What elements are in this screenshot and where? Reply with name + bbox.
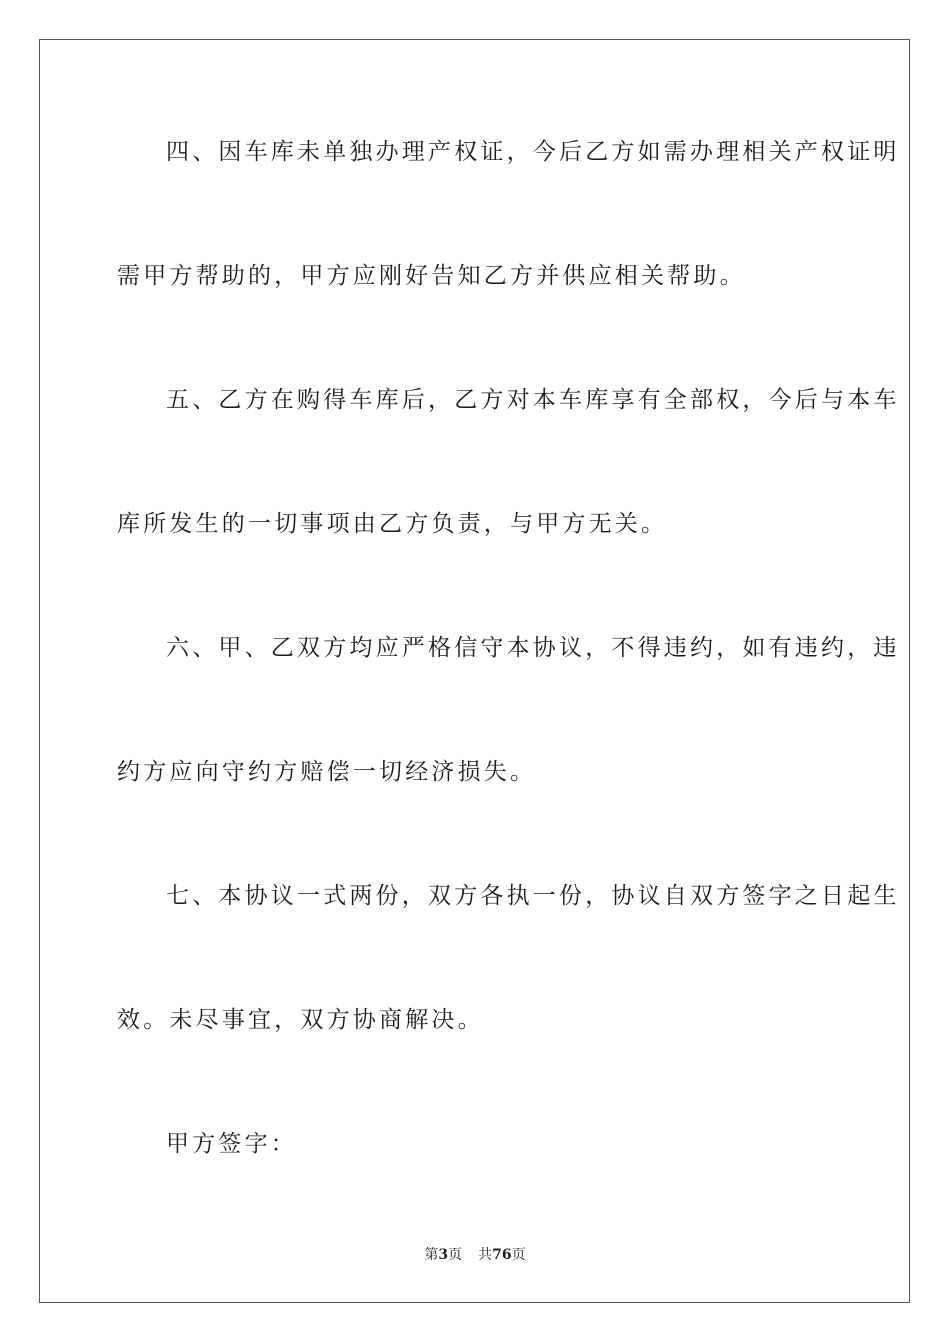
paragraph-4-line-2: 需甲方帮助的，甲方应刚好告知乙方并供应相关帮助。: [117, 263, 746, 289]
page-border: [39, 39, 910, 1303]
paragraph-7-line-1: 七、本协议一式两份，双方各执一份，协议自双方签字之日起生: [166, 883, 900, 909]
paragraph-5-line-1: 五、乙方在购得车库后，乙方对本车库享有全部权，今后与本车: [166, 387, 900, 413]
paragraph-6-line-1: 六、甲、乙双方均应严格信守本协议，不得违约，如有违约，违: [166, 635, 900, 661]
party-a-signature-label: 甲方签字：: [166, 1131, 297, 1157]
total-suffix: 页: [511, 1247, 526, 1263]
total-prefix: 共: [478, 1247, 493, 1263]
page-footer: [0, 1245, 950, 1265]
paragraph-5-line-2: 库所发生的一切事项由乙方负责，与甲方无关。: [117, 511, 668, 537]
paragraph-6-line-2: 约方应向守约方赔偿一切经济损失。: [117, 759, 537, 785]
page-suffix: 页: [448, 1247, 463, 1263]
page-number: 3: [438, 1247, 449, 1263]
total-pages: 76: [492, 1247, 512, 1263]
paragraph-7-line-2: 效。未尽事宜，双方协商解决。: [117, 1007, 484, 1033]
paragraph-4-line-1: 四、因车库未单独办理产权证，今后乙方如需办理相关产权证明: [166, 139, 900, 165]
page-prefix: 第: [424, 1247, 439, 1263]
